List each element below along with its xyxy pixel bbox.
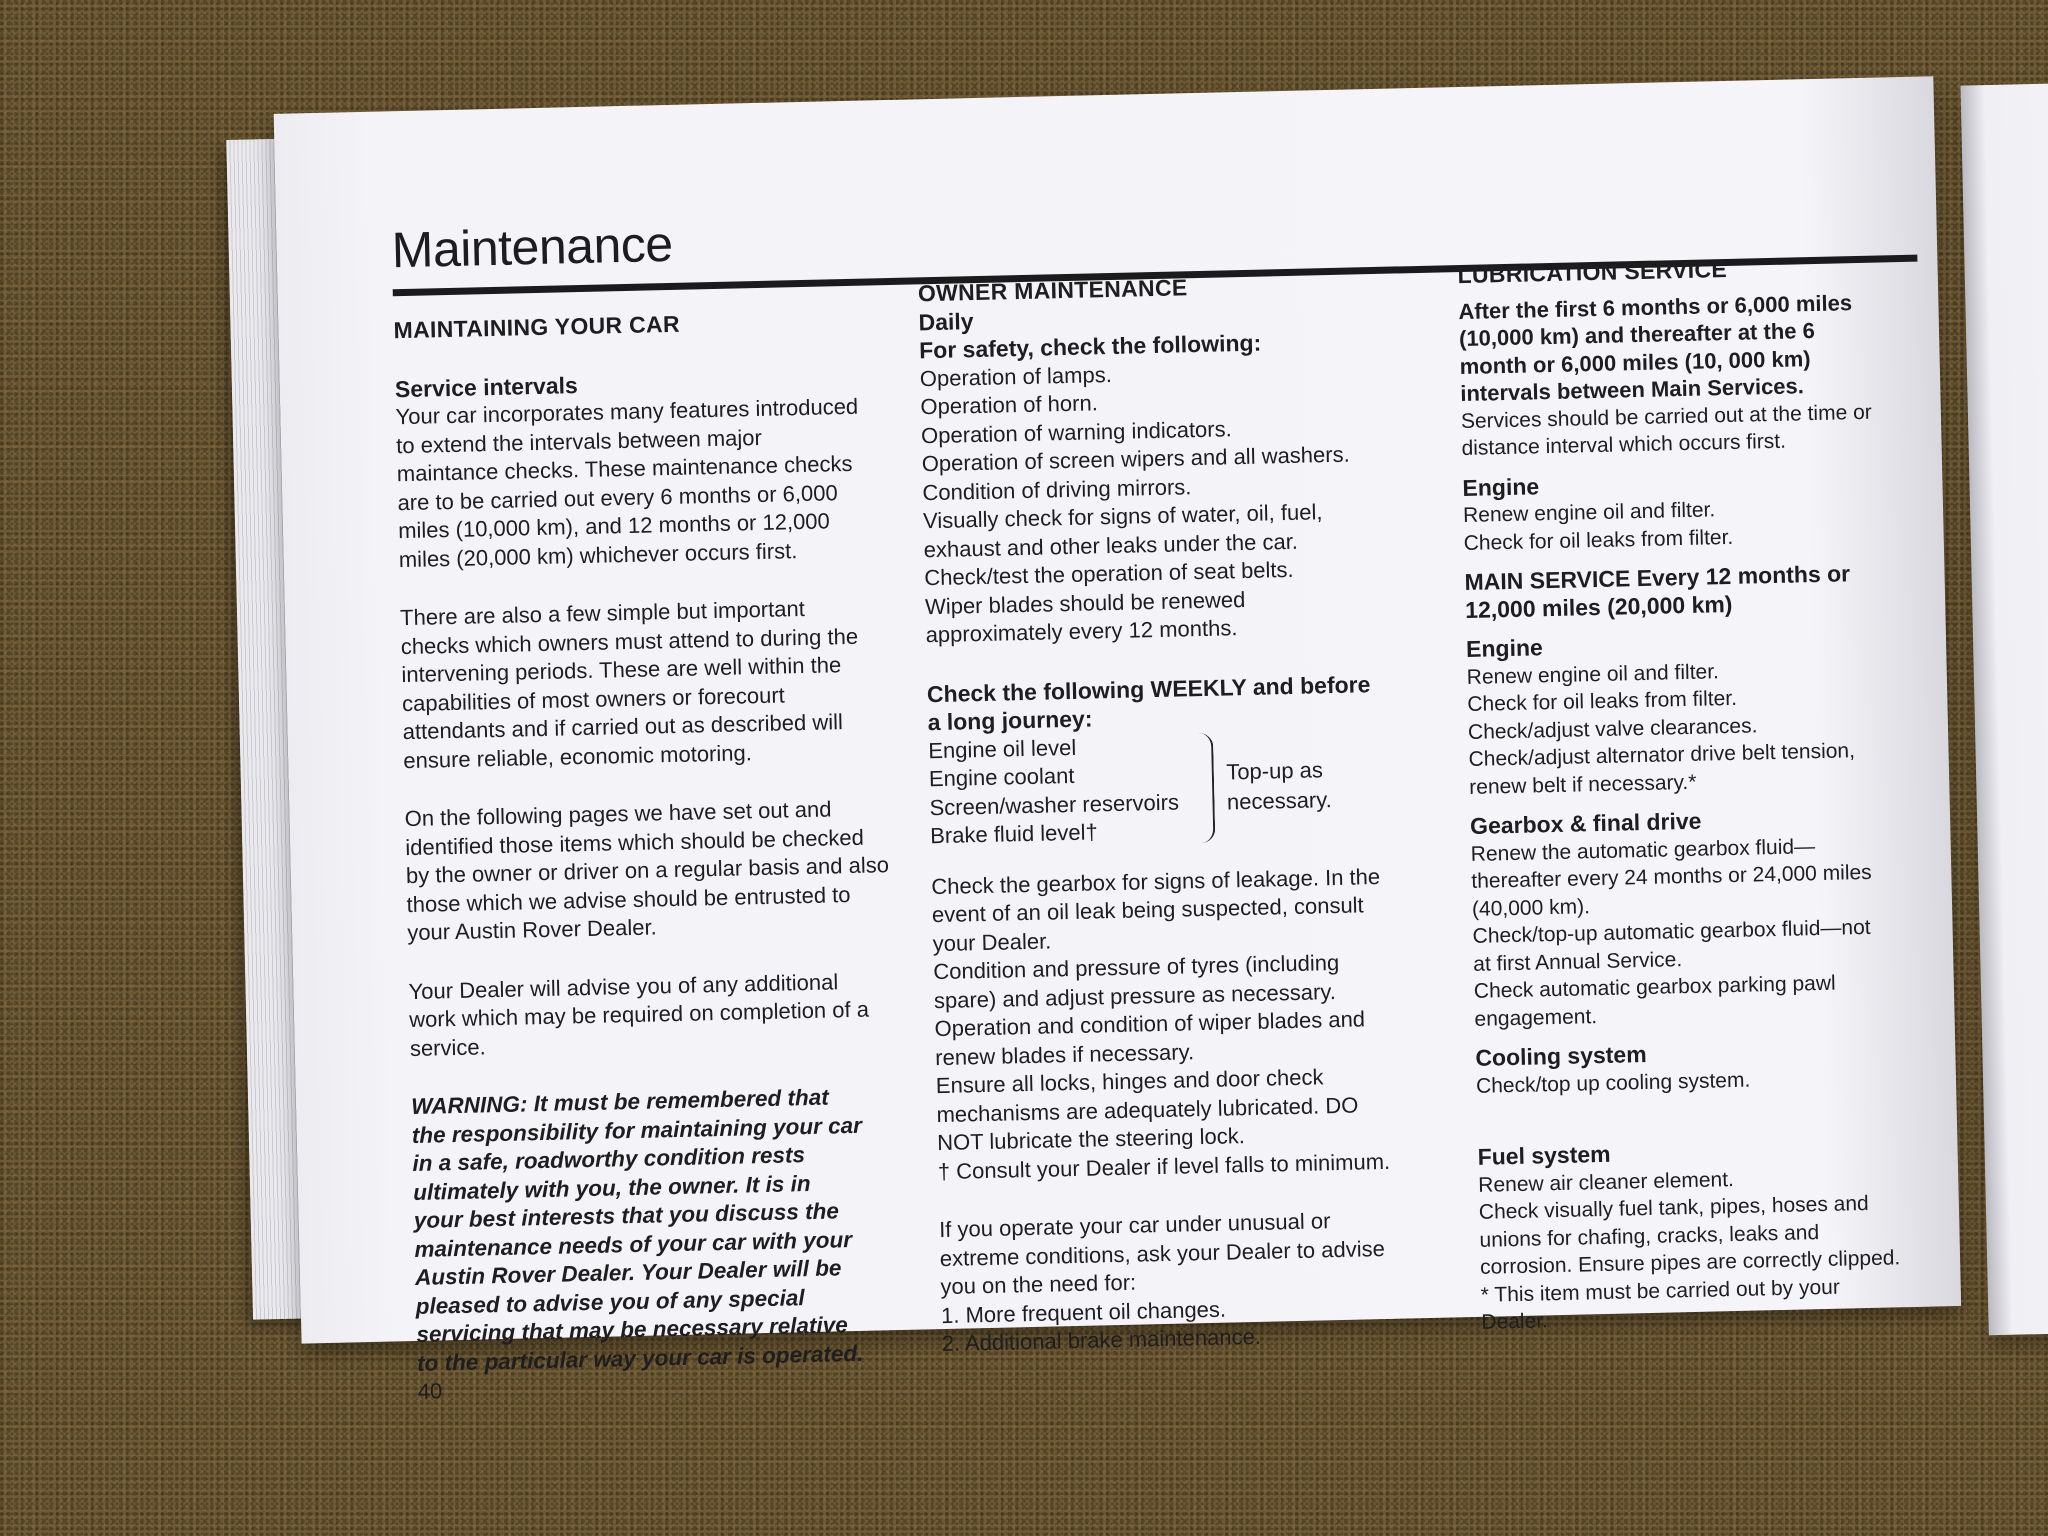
list-item: Engine oil level — [927, 734, 1077, 763]
text-line: Your Dealer will advise you of any additional — [408, 968, 839, 1004]
list-item: corrosion. Ensure pipes are correctly clipped. — [1479, 1246, 1901, 1279]
text-line: pleased to advise you of any special — [415, 1284, 805, 1319]
list-item: Check/top-up automatic gearbox fluid—not — [1472, 915, 1871, 948]
list-item: Dealer. — [1481, 1309, 1549, 1334]
text-line: Your car incorporates many features introduced — [395, 393, 859, 430]
list-item: Operation of lamps. — [919, 361, 1113, 391]
list-item: Brake fluid level† — [929, 819, 1099, 849]
column-owner-maintenance — [918, 267, 1487, 1359]
list-item: Operation of horn. — [920, 390, 1099, 420]
subheading: Gearbox & final drive — [1469, 807, 1702, 839]
text-line: Ensure all locks, hinges and door check — [935, 1064, 1324, 1099]
list-item: approximately every 12 months. — [925, 615, 1238, 648]
text-line: NOT lubricate the steering lock. — [936, 1123, 1246, 1156]
text-line: checks which owners must attend to during the — [400, 623, 859, 659]
subheading: For safety, check the following: — [918, 329, 1262, 364]
subheading: Cooling system — [1475, 1041, 1647, 1071]
list-item: Check/top up cooling system. — [1475, 1068, 1751, 1098]
daily-list — [920, 352, 1471, 649]
text-line: your Dealer. — [932, 927, 1052, 956]
list-item: Screen/washer reservoirs — [929, 789, 1180, 820]
text-line: are to be carried out every 6 months or 6,000 — [397, 479, 838, 515]
intro-bold — [1458, 288, 1900, 408]
text-line: you on the need for: — [940, 1269, 1137, 1300]
column-maintaining — [393, 304, 938, 1406]
text-line: mechanisms are adequately lubricated. DO — [936, 1092, 1359, 1127]
paragraph — [404, 793, 927, 947]
list-item: Wiper blades should be renewed — [924, 586, 1246, 619]
text-line: ensure reliable, economic motoring. — [403, 739, 753, 773]
text-line: attendants and if carried out as described will — [402, 709, 844, 745]
list-item: Renew the automatic gearbox fluid— — [1470, 834, 1816, 866]
text-line: spare) and adjust pressure as necessary. — [933, 978, 1337, 1013]
list-item: Check/adjust valve clearances. — [1467, 713, 1758, 744]
text-line: in a safe, roadworthy condition rests — [412, 1142, 806, 1177]
text-line: necessary. — [1226, 786, 1332, 814]
paragraph — [400, 592, 924, 775]
text-line: distance interval which occurs first. — [1461, 429, 1787, 461]
text-line: to extend the intervals between major — [395, 424, 763, 458]
text-line: If you operate your car under unusual or — [938, 1208, 1331, 1243]
section-heading: OWNER MAINTENANCE — [917, 274, 1188, 307]
list-item: renew belt if necessary.* — [1468, 770, 1697, 799]
text-line: service. — [409, 1033, 486, 1061]
gearbox-tyres-list — [931, 860, 1483, 1186]
warning-text — [411, 1081, 937, 1378]
text-line: maintenance needs of your car with your — [414, 1226, 853, 1262]
list-item: (40,000 km). — [1471, 894, 1591, 921]
text-line: maintance checks. These maintenance checks — [396, 450, 853, 487]
text-line: your Austin Rover Dealer. — [406, 914, 657, 946]
list-item: 2. Additional brake maintenance. — [941, 1323, 1262, 1357]
column-lubrication-service — [1457, 252, 1921, 1336]
text-line: by the owner or driver on a regular basis and also — [405, 852, 890, 889]
text-line: Services should be carried out at the time or — [1460, 400, 1872, 433]
text-line: to the particular way your car is operated. — [416, 1340, 864, 1376]
subheading: Engine — [1462, 472, 1540, 501]
list-item: Check for oil leaks from filter. — [1463, 525, 1734, 555]
list-item: * This item must be carried out by your — [1480, 1275, 1841, 1307]
subheading: 12,000 miles (20,000 km) — [1464, 590, 1733, 623]
text-line: intervals between Main Services. — [1460, 373, 1805, 407]
list-item: Check/test the operation of seat belts. — [924, 556, 1294, 591]
subheading: Service intervals — [394, 371, 579, 402]
subheading: Daily — [918, 307, 974, 335]
bracket-brace — [1197, 732, 1215, 842]
text-line: Condition and pressure of tyres (including — [933, 949, 1340, 985]
list-item: Renew engine oil and filter. — [1462, 498, 1716, 528]
text-line: intervening periods. These are well within the — [401, 652, 842, 688]
page-number: 40 — [417, 1378, 443, 1404]
list-item: Check/adjust alternator drive belt tension, — [1468, 739, 1856, 771]
list-item: unions for chafing, cracks, leaks and — [1479, 1220, 1820, 1252]
list-item: 1. More frequent oil changes. — [940, 1296, 1227, 1328]
text-line: renew blades if necessary. — [934, 1038, 1195, 1070]
list-item: thereafter every 24 months or 24,000 miles — [1471, 860, 1872, 893]
subheading: Fuel system — [1477, 1140, 1611, 1170]
list-item: Check automatic gearbox parking pawl — [1473, 971, 1836, 1003]
text-line: † Consult your Dealer if level falls to minimum. — [937, 1148, 1391, 1184]
text-line: work which may be required on completion of a — [408, 996, 870, 1033]
text-line: capabilities of most owners or forecourt — [401, 681, 785, 716]
page-title: Maintenance — [391, 215, 674, 279]
text-line: those which we advise should be entrusted to — [406, 881, 851, 917]
list-item: Renew air cleaner element. — [1478, 1167, 1735, 1197]
text-line: (10,000 km) and thereafter at the 6 — [1458, 317, 1816, 352]
text-line: identified those items which should be checked — [405, 824, 865, 860]
text-line: event of an oil leak being suspected, consult — [931, 892, 1364, 928]
text-line: miles (20,000 km) whichever occurs first. — [398, 537, 798, 572]
manual-page — [274, 76, 1961, 1404]
text-line: Top-up as — [1225, 756, 1324, 784]
unusual-conditions — [939, 1204, 1487, 1359]
subheading: Engine — [1465, 634, 1544, 662]
paragraph — [395, 391, 919, 574]
list-item: Check visually fuel tank, pipes, hoses and — [1478, 1191, 1869, 1224]
paragraph — [408, 966, 930, 1063]
text-line: miles (10,000 km), and 12 months or 12,000 — [397, 508, 831, 544]
text-line: WARNING: It must be remembered that — [410, 1084, 829, 1120]
list-item: engagement. — [1474, 1004, 1598, 1031]
list-item: at first Annual Service. — [1473, 947, 1683, 976]
bracket-note — [1226, 755, 1332, 817]
weekly-checks — [928, 724, 1475, 850]
section-heading: MAINTAINING YOUR CAR — [393, 310, 681, 344]
list-item: Condition of driving mirrors. — [922, 473, 1192, 505]
list-item: Engine coolant — [928, 762, 1075, 792]
list-item: Operation of screen wipers and all washers. — [921, 441, 1350, 477]
text-line: There are also a few simple but important — [399, 595, 806, 631]
section-heading: LUBRICATION SERVICE — [1457, 255, 1728, 289]
subheading: MAIN SERVICE Every 12 months or — [1464, 560, 1851, 596]
text-line: Check the gearbox for signs of leakage. In the — [931, 863, 1381, 899]
text-line: ultimately with you, the owner. It is in — [412, 1170, 811, 1205]
text-line: the responsibility for maintaining your car — [411, 1112, 863, 1148]
text-line: On the following pages we have set out and — [404, 796, 832, 832]
facing-page-edge — [1960, 83, 2048, 1335]
list-item: Check for oil leaks from filter. — [1467, 686, 1738, 716]
text-line: Austin Rover Dealer. Your Dealer will be — [414, 1255, 842, 1290]
text-line: Operation and condition of wiper blades and — [934, 1006, 1366, 1042]
subheading: a long journey: — [927, 705, 1093, 736]
list-item: exhaust and other leaks under the car. — [923, 528, 1299, 562]
intro-text — [1461, 398, 1902, 463]
booklet — [225, 44, 2048, 1425]
subheading: Check the following WEEKLY and before — [926, 670, 1371, 707]
text-line: month or 6,000 miles (10, 000 km) — [1459, 345, 1811, 379]
list-item: Operation of warning indicators. — [920, 415, 1232, 448]
list-item: Renew engine oil and filter. — [1466, 659, 1720, 689]
text-line: extreme conditions, ask your Dealer to advise — [939, 1235, 1386, 1271]
text-line: servicing that may be necessary relative — [416, 1312, 849, 1347]
text-line: your best interests that you discuss the — [413, 1198, 840, 1234]
list-item: Visually check for signs of water, oil, fuel, — [922, 499, 1323, 534]
text-line: After the first 6 months or 6,000 miles — [1458, 289, 1853, 324]
